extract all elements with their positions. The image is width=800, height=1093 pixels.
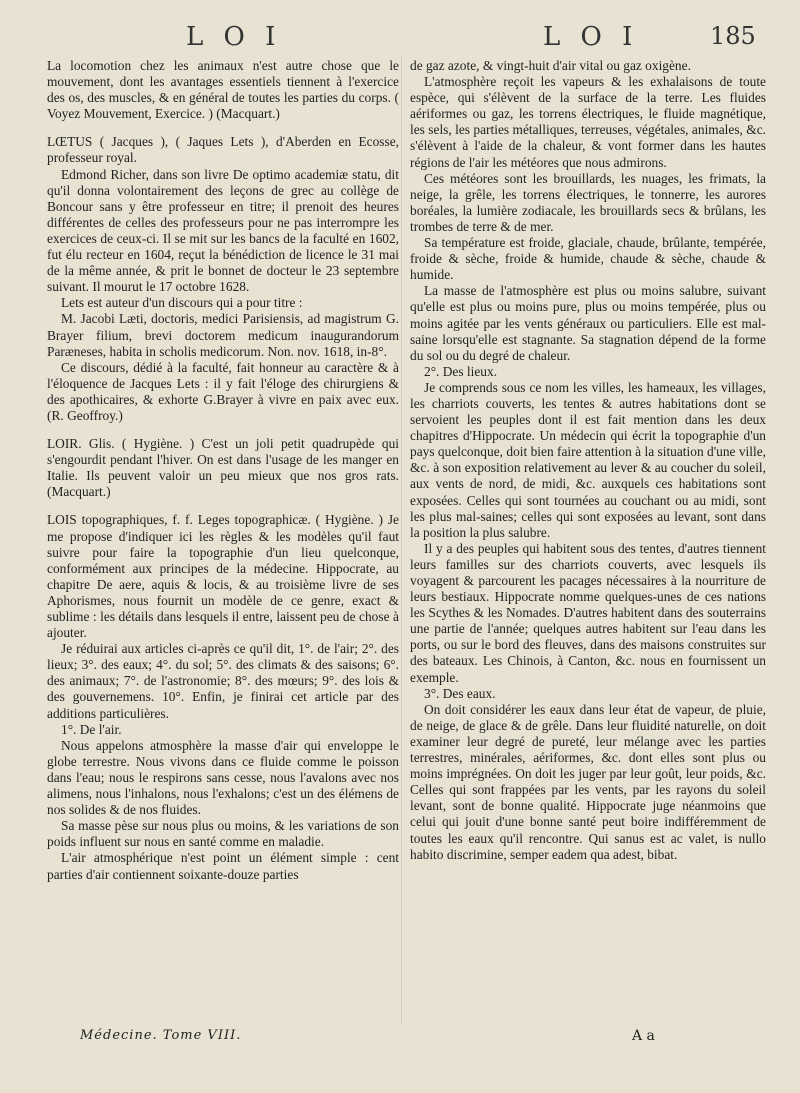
paragraph: M. Jacobi Læti, doctoris, medici Parisiensis, ad magistrum G. Brayer filium, brevi doctorem medicum inaugurandorum Paræneses, habita in scholis medicorum. Non. nov. 1618, in-8°. <box>47 311 399 359</box>
left-column <box>47 58 399 883</box>
paragraph: Je réduirai aux articles ci-après ce qu'il dit, 1°. de l'air; 2°. des lieux; 3°. des eaux; 4°. du sol; 5°. des climats & des saisons; 6°. des animaux; 7°. de l'astronomie; 8°. des mœurs; 9°. des lois & des gouvernemens. 10°. Enfin, je finirai cet article par des additions particulières. <box>47 641 399 721</box>
paragraph: Sa masse pèse sur nous plus ou moins, & les variations de son poids influent sur nous en santé comme en maladie. <box>47 818 399 850</box>
page-number: 185 <box>710 22 756 50</box>
paragraph: de gaz azote, & vingt-huit d'air vital ou gaz oxigène. <box>410 58 691 73</box>
paragraph: Je comprends sous ce nom les villes, les hameaux, les villages, les charriots couverts, les tentes & autres habitations dont se servoient les peuples dont il est fait mention dans les deux chapitres d'Hippocrate. Un médecin qui écrit la topographie d'un pays quelconque, doit bien faire attention à la situation d'une ville, &c. à son exposition relativement au lever & au coucher du soleil, aux vents de nord, de midi, &c. auxquels ces habitations sont exposées. Celles qui sont tournées au couchant ou au midi, sont les plus mal-saines; celles qui sont exposées au levant, sont dans la position la plus salubre. <box>410 379 766 540</box>
paragraph: Lets est auteur d'un discours qui a pour titre : <box>61 295 303 311</box>
right-column <box>410 58 766 863</box>
paragraph: La locomotion chez les animaux n'est autre chose que le mouvement, dont les avantages essentiels tiennent à l'exercice des os, des muscles, & en général de toutes les parties du corps. ( Voyez Mouvement, Exercice. ) (Macquart.) <box>47 58 399 122</box>
paragraph: LŒTUS ( Jacques ), ( Jaques Lets ), d'Aberden en Ecosse, professeur royal. <box>47 134 399 166</box>
paragraph: On doit considérer les eaux dans leur état de vapeur, de pluie, de neige, de glace & de grêle. Dans leur fluidité naturelle, on doit examiner leur degré de pureté, leur mélange avec les parties terrestres, minérales, aériformes, &c. dont elles sont plus ou moins imprégnées. On doit les juger par leur goût, leur poids, &c. Celles qui sont frappées par les vents, par les rayons du soleil levant, sont de bonne qualité. Hippocrate juge néanmoins que celui qui jouit d'une bonne santé peut boire indifféremment de toutes les eaux qu'il rencontre. Qui sanus est ac valet, is nullo habito discrimine, semper eadem qua adest, bibat. <box>410 701 766 862</box>
running-head-right: L O I <box>543 22 639 52</box>
paragraph: Sa température est froide, glaciale, chaude, brûlante, tempérée, froide & sèche, froide & humide, chaude & sèche, chaude & humide. <box>410 235 766 283</box>
paragraph: Il y a des peuples qui habitent sous des tentes, d'autres tiennent leurs familles sur des charriots couverts, avec lesquels ils voyagent & parcourent les pacages nécessaires à la nourriture de leurs bestiaux. Hippocrate nomme quelques-unes de ces nations les Scythes & les Nomades. D'autres habitent dans des souterrains une partie de l'année; quelques autres habitent sur l'eau dans les ports, ou sur le bord des fleuves, dans des maisons construites sur des bateaux. Les Chinois, à Canton, &c. nous en fournissent un exemple. <box>410 540 766 685</box>
paragraph: L'air atmosphérique n'est point un élément simple : cent parties d'air contiennent soixante-douze parties <box>47 850 399 882</box>
running-head-left: L O I <box>186 22 282 52</box>
paragraph: LOIR. Glis. ( Hygiène. ) C'est un joli petit quadrupède qui s'engourdit pendant l'hiver. On est dans l'usage de les manger en Italie. Ils peuvent valoir un peu mieux que nos gros rats. (Macquart.) <box>47 436 399 500</box>
footer-signature-mark: A a <box>632 1028 655 1044</box>
footer-signature: Médecine. Tome VIII. <box>80 1028 242 1043</box>
column-divider <box>401 56 402 1024</box>
paragraph: Ces météores sont les brouillards, les nuages, les frimats, la neige, la grêle, les torrens électriques, le tonnerre, les aurores boréales, la lumière zodiacale, les brouillards secs & brûlans, les trombes de terre & de mer. <box>410 170 766 234</box>
section-heading: 1°. De l'air. <box>61 721 122 737</box>
section-heading: 2°. Des lieux. <box>424 363 498 379</box>
paragraph: LOIS topographiques, f. f. Leges topographicæ. ( Hygiène. ) Je me propose d'indiquer ici les règles & les modèles qu'il faut suivre pour faire la topographie d'un lieu quelconque, conformément aux principes de la médecine. Hippocrate, au chapitre De aere, aquis & locis, & au troisième livre de ses Aphorismes, nous fournit un modèle de ce genre, exact & sublime : les détails dans lesquels il entre, laissent peu de chose à ajouter. <box>47 512 399 641</box>
paragraph: La masse de l'atmosphère est plus ou moins salubre, suivant qu'elle est plus ou moins pure, plus ou moins tempérée, plus ou moins agitée par les vents généraux ou particuliers. Elle est mal-saine lorsqu'elle est stagnante. Sa stagnation dépend de la forme du sol ou du degré de chaleur. <box>410 283 766 363</box>
section-heading: 3°. Des eaux. <box>424 685 496 701</box>
paragraph: Nous appelons atmosphère la masse d'air qui enveloppe le globe terrestre. Nous vivons dans ce fluide comme le poisson dans l'eau; nous le respirons sans cesse, nous l'avalons avec nos alimens, nous l'inhalons, nous l'exhalons; c'est un des élémens de nos solides & de nos fluides. <box>47 737 399 818</box>
paragraph: L'atmosphère reçoit les vapeurs & les exhalaisons de toute espèce, qui s'élèvent de la surface de la terre. Les fluides aériformes ou gaz, les torrens électriques, le fluide magnétique, les sels, les parties métalliques, terreuses, végétales, animales, &c. s'élèvent à l'aide de la chaleur, & vont former dans les hautes régions de l'air les météores que nous admirons. <box>410 74 766 170</box>
paragraph: Edmond Richer, dans son livre De optimo academiæ statu, dit qu'il donna volontairement des leçons de grec au collège de Boncour sans y être professeur en titre; il prenoit des heures différentes de celles des professeurs pour ne pas interrompre les exercices de ceux-ci. Il se mit sur les bancs de la faculté en 1602, fut élu recteur en 1604, reçut la bénédiction de licence le 31 mai de la même année, & prit le bonnet de docteur le 23 septembre suivant. Il mourut le 17 octobre 1628. <box>47 166 399 295</box>
paragraph: Ce discours, dédié à la faculté, fait honneur au caractère & à l'éloquence de Jacques Lets : il y fait l'éloge des chirurgiens & des apothicaires, & exhorte G.Brayer à vivre en paix avec eux. (R. Geoffroy.) <box>47 359 399 423</box>
